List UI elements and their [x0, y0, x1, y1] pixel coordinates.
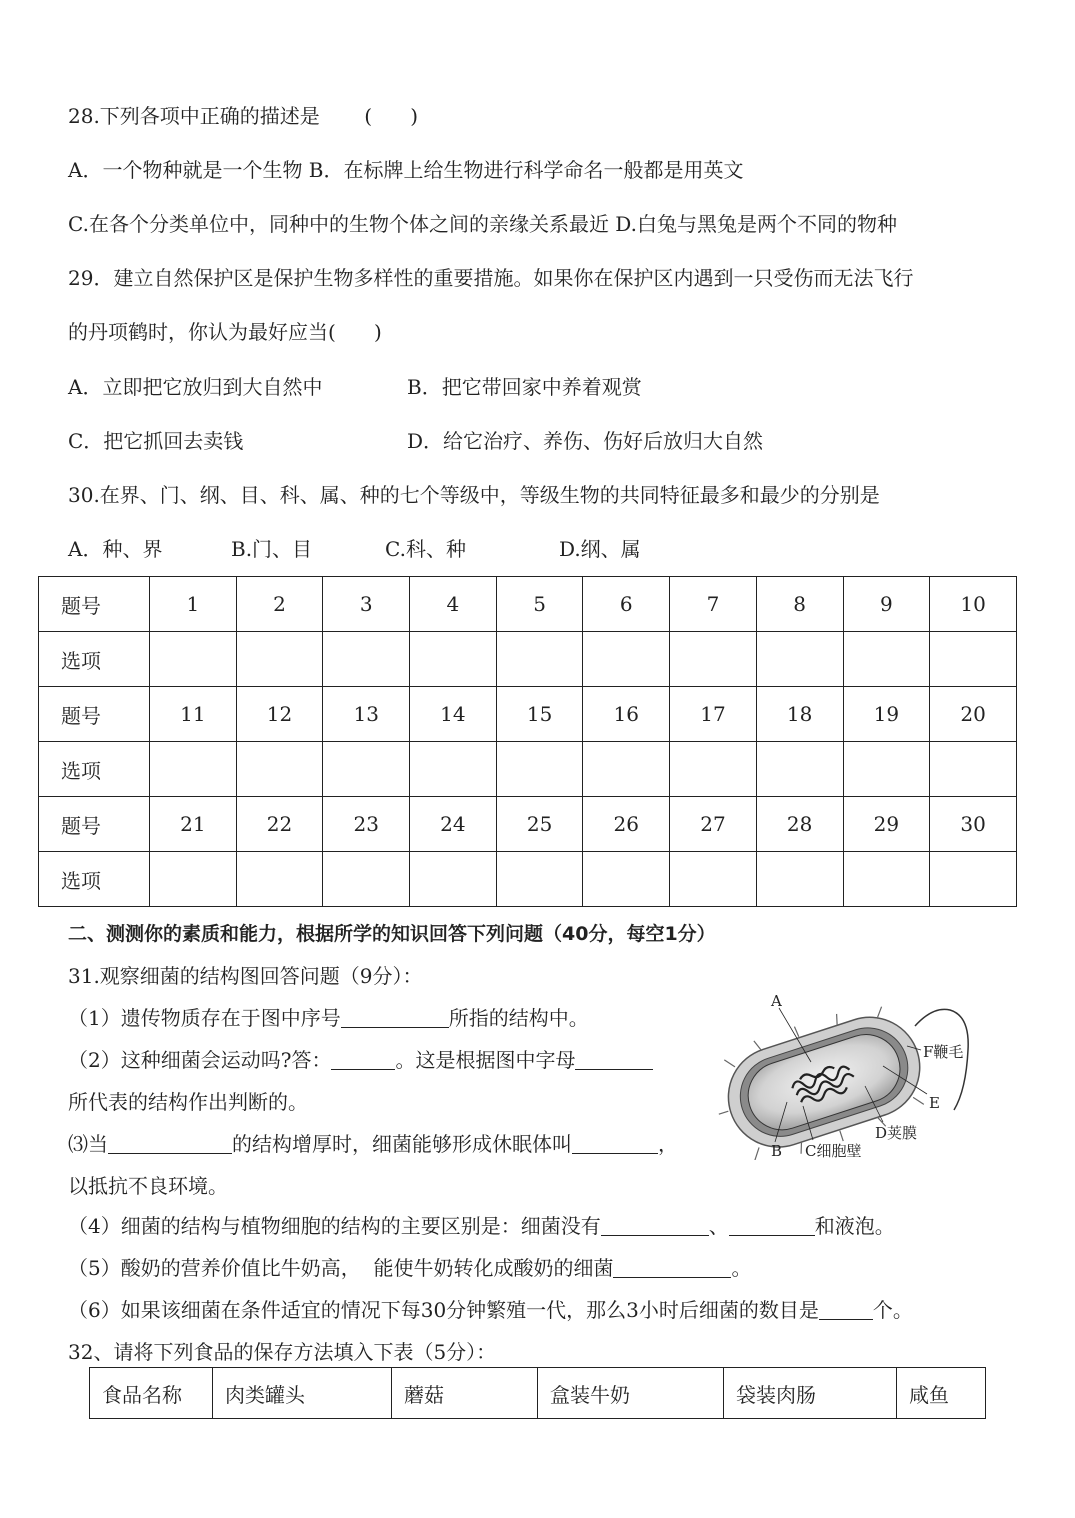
grid-number: 15 [496, 687, 583, 742]
grid-number: 5 [496, 577, 583, 632]
food-cell-mushroom: 蘑菇 [392, 1368, 538, 1419]
diagram-label-b: B [771, 1142, 783, 1160]
answer-cell[interactable] [410, 632, 497, 687]
q31-blank-4[interactable] [108, 1133, 232, 1154]
grid-row-answers-2 [39, 742, 1017, 797]
diagram-label-d: D荚膜 [875, 1124, 918, 1142]
answer-cell[interactable] [930, 632, 1017, 687]
grid-number: 19 [843, 687, 930, 742]
answer-cell[interactable] [670, 852, 757, 907]
q31-part2-text-b: 。这是根据图中字母 [395, 1048, 576, 1072]
q31-part6-text-b: 个。 [872, 1298, 913, 1322]
grid-number: 6 [583, 577, 670, 632]
food-table-header: 食品名称 [90, 1368, 213, 1419]
diagram-label-e: E [929, 1094, 940, 1112]
answer-grid [38, 576, 1017, 907]
q30-stem: 30.在界、门、纲、目、科、属、种的七个等级中，等级生物的共同特征最多和最少的分别是 [68, 483, 880, 507]
grid-number: 9 [843, 577, 930, 632]
q31-part1-text-b: 所指的结构中。 [448, 1006, 589, 1030]
answer-cell[interactable] [670, 632, 757, 687]
grid-label-number: 题号 [39, 577, 150, 632]
grid-number: 18 [756, 687, 843, 742]
grid-number: 30 [930, 797, 1017, 852]
answer-cell[interactable] [583, 632, 670, 687]
q31-part3 [68, 1131, 678, 1157]
answer-cell[interactable] [410, 852, 497, 907]
answer-cell[interactable] [150, 632, 237, 687]
grid-number: 12 [236, 687, 323, 742]
answer-cell[interactable] [843, 852, 930, 907]
grid-label-number: 题号 [39, 797, 150, 852]
food-cell-salted-fish: 咸鱼 [897, 1368, 986, 1419]
grid-number: 24 [410, 797, 497, 852]
answer-cell[interactable] [756, 632, 843, 687]
q31-part2-text-a: （2）这种细菌会运动吗?答： [68, 1048, 332, 1072]
answer-cell[interactable] [670, 742, 757, 797]
q31-part1 [68, 1005, 589, 1031]
grid-label-number: 题号 [39, 687, 150, 742]
q31-blank-9[interactable] [819, 1299, 873, 1320]
q31-part3-text-a: ⑶当 [68, 1132, 108, 1156]
q31-blank-7[interactable] [729, 1215, 815, 1236]
grid-number: 10 [930, 577, 1017, 632]
answer-cell[interactable] [323, 852, 410, 907]
answer-cell[interactable] [930, 742, 1017, 797]
q31-part6-text-a: （6）如果该细菌在条件适宜的情况下每30分钟繁殖一代，那么3小时后细菌的数目是 [68, 1298, 819, 1322]
answer-cell[interactable] [236, 852, 323, 907]
grid-number: 14 [410, 687, 497, 742]
grid-label-option: 选项 [39, 852, 150, 907]
grid-number: 2 [236, 577, 323, 632]
q31-stem: 31.观察细菌的结构图回答问题（9分）： [68, 964, 423, 988]
q31-blank-3[interactable] [575, 1049, 653, 1070]
q31-part4-text-c: 和液泡。 [814, 1214, 895, 1238]
q31-part2-cont: 所代表的结构作出判断的。 [68, 1090, 308, 1114]
answer-cell[interactable] [843, 632, 930, 687]
grid-number: 25 [496, 797, 583, 852]
grid-number: 26 [583, 797, 670, 852]
q30-option-d: D.纲、属 [559, 537, 641, 561]
food-cell-boxed-milk: 盒装牛奶 [538, 1368, 724, 1419]
grid-number: 22 [236, 797, 323, 852]
answer-cell[interactable] [410, 742, 497, 797]
food-cell-bagged-sausage: 袋装肉肠 [724, 1368, 897, 1419]
q29-option-c: C．把它抓回去卖钱 [68, 429, 244, 453]
grid-number: 11 [150, 687, 237, 742]
q28-options-ab: A．一个物种就是一个生物 B．在标牌上给生物进行科学命名一般都是用英文 [68, 158, 744, 182]
answer-cell[interactable] [150, 852, 237, 907]
q31-blank-6[interactable] [601, 1215, 709, 1236]
bacterium-diagram [715, 990, 985, 1160]
grid-row-numbers-2 [39, 687, 1017, 742]
q31-part3-cont: 以抵抗不良环境。 [68, 1174, 228, 1198]
grid-row-answers-3 [39, 852, 1017, 907]
q31-part4-text-b: 、 [708, 1214, 729, 1238]
answer-cell[interactable] [236, 632, 323, 687]
food-cell-canned-meat: 肉类罐头 [213, 1368, 392, 1419]
grid-number: 29 [843, 797, 930, 852]
q31-part3-text-b: 的结构增厚时，细菌能够形成休眠体叫 [232, 1132, 572, 1156]
answer-cell[interactable] [756, 852, 843, 907]
food-table [89, 1367, 986, 1419]
q30-option-c: C.科、种 [385, 537, 466, 561]
q31-part2 [68, 1047, 653, 1073]
q31-blank-2[interactable] [331, 1049, 395, 1070]
q31-blank-5[interactable] [572, 1133, 658, 1154]
answer-cell[interactable] [323, 742, 410, 797]
answer-cell[interactable] [930, 852, 1017, 907]
q31-part1-text-a: （1）遗传物质存在于图中序号 [68, 1006, 341, 1030]
q29-option-a: A．立即把它放归到大自然中 [68, 375, 323, 399]
q29-option-b: B．把它带回家中养着观赏 [407, 375, 642, 399]
q32-stem: 32、请将下列食品的保存方法填入下表（5分）： [68, 1340, 497, 1364]
answer-cell[interactable] [496, 742, 583, 797]
q29-option-d: D．给它治疗、养伤、伤好后放归大自然 [407, 429, 764, 453]
grid-row-numbers-3 [39, 797, 1017, 852]
answer-cell[interactable] [236, 742, 323, 797]
grid-number: 17 [670, 687, 757, 742]
q29-stem-line2: 的丹项鹤时，你认为最好应当( ) [68, 320, 382, 344]
grid-row-answers-1 [39, 632, 1017, 687]
q30-option-b: B.门、目 [231, 537, 313, 561]
food-table-row [90, 1368, 986, 1419]
grid-label-option: 选项 [39, 742, 150, 797]
q31-part5 [68, 1255, 751, 1281]
q30-option-a: A．种、界 [68, 537, 163, 561]
answer-cell[interactable] [323, 632, 410, 687]
q31-blank-8[interactable] [613, 1257, 731, 1278]
answer-cell[interactable] [583, 852, 670, 907]
answer-cell[interactable] [756, 742, 843, 797]
q31-blank-1[interactable] [341, 1007, 449, 1028]
answer-cell[interactable] [843, 742, 930, 797]
grid-number: 8 [756, 577, 843, 632]
answer-cell[interactable] [583, 742, 670, 797]
grid-number: 28 [756, 797, 843, 852]
grid-number: 27 [670, 797, 757, 852]
grid-number: 3 [323, 577, 410, 632]
q28-options-cd: C.在各个分类单位中，同种中的生物个体之间的亲缘关系最近 D.白兔与黑兔是两个不同的物种 [68, 212, 897, 236]
grid-label-option: 选项 [39, 632, 150, 687]
q31-part4-text-a: （4）细菌的结构与植物细胞的结构的主要区别是：细菌没有 [68, 1214, 601, 1238]
grid-row-numbers-1 [39, 577, 1017, 632]
q31-part3-text-c: ， [658, 1132, 678, 1156]
diagram-label-c: C细胞壁 [805, 1142, 862, 1160]
diagram-label-f: F鞭毛 [923, 1043, 964, 1061]
grid-number: 21 [150, 797, 237, 852]
q31-part5-text-a: （5）酸奶的营养价值比牛奶高， 能使牛奶转化成酸奶的细菌 [68, 1256, 614, 1280]
answer-cell[interactable] [496, 852, 583, 907]
grid-number: 23 [323, 797, 410, 852]
grid-number: 1 [150, 577, 237, 632]
q31-part6 [68, 1297, 913, 1323]
grid-number: 16 [583, 687, 670, 742]
q31-part4 [68, 1213, 895, 1239]
q28-stem: 28.下列各项中正确的描述是 ( ) [68, 104, 419, 128]
grid-number: 20 [930, 687, 1017, 742]
q29-stem-line1: 29．建立自然保护区是保护生物多样性的重要措施。如果你在保护区内遇到一只受伤而无法飞行 [68, 266, 914, 290]
grid-number: 13 [323, 687, 410, 742]
diagram-label-a: A [771, 992, 782, 1010]
section2-title: 二、测测你的素质和能力，根据所学的知识回答下列问题（40分，每空1分） [68, 923, 716, 945]
answer-cell[interactable] [496, 632, 583, 687]
answer-cell[interactable] [150, 742, 237, 797]
grid-number: 7 [670, 577, 757, 632]
q31-part5-text-b: 。 [731, 1256, 752, 1280]
grid-number: 4 [410, 577, 497, 632]
